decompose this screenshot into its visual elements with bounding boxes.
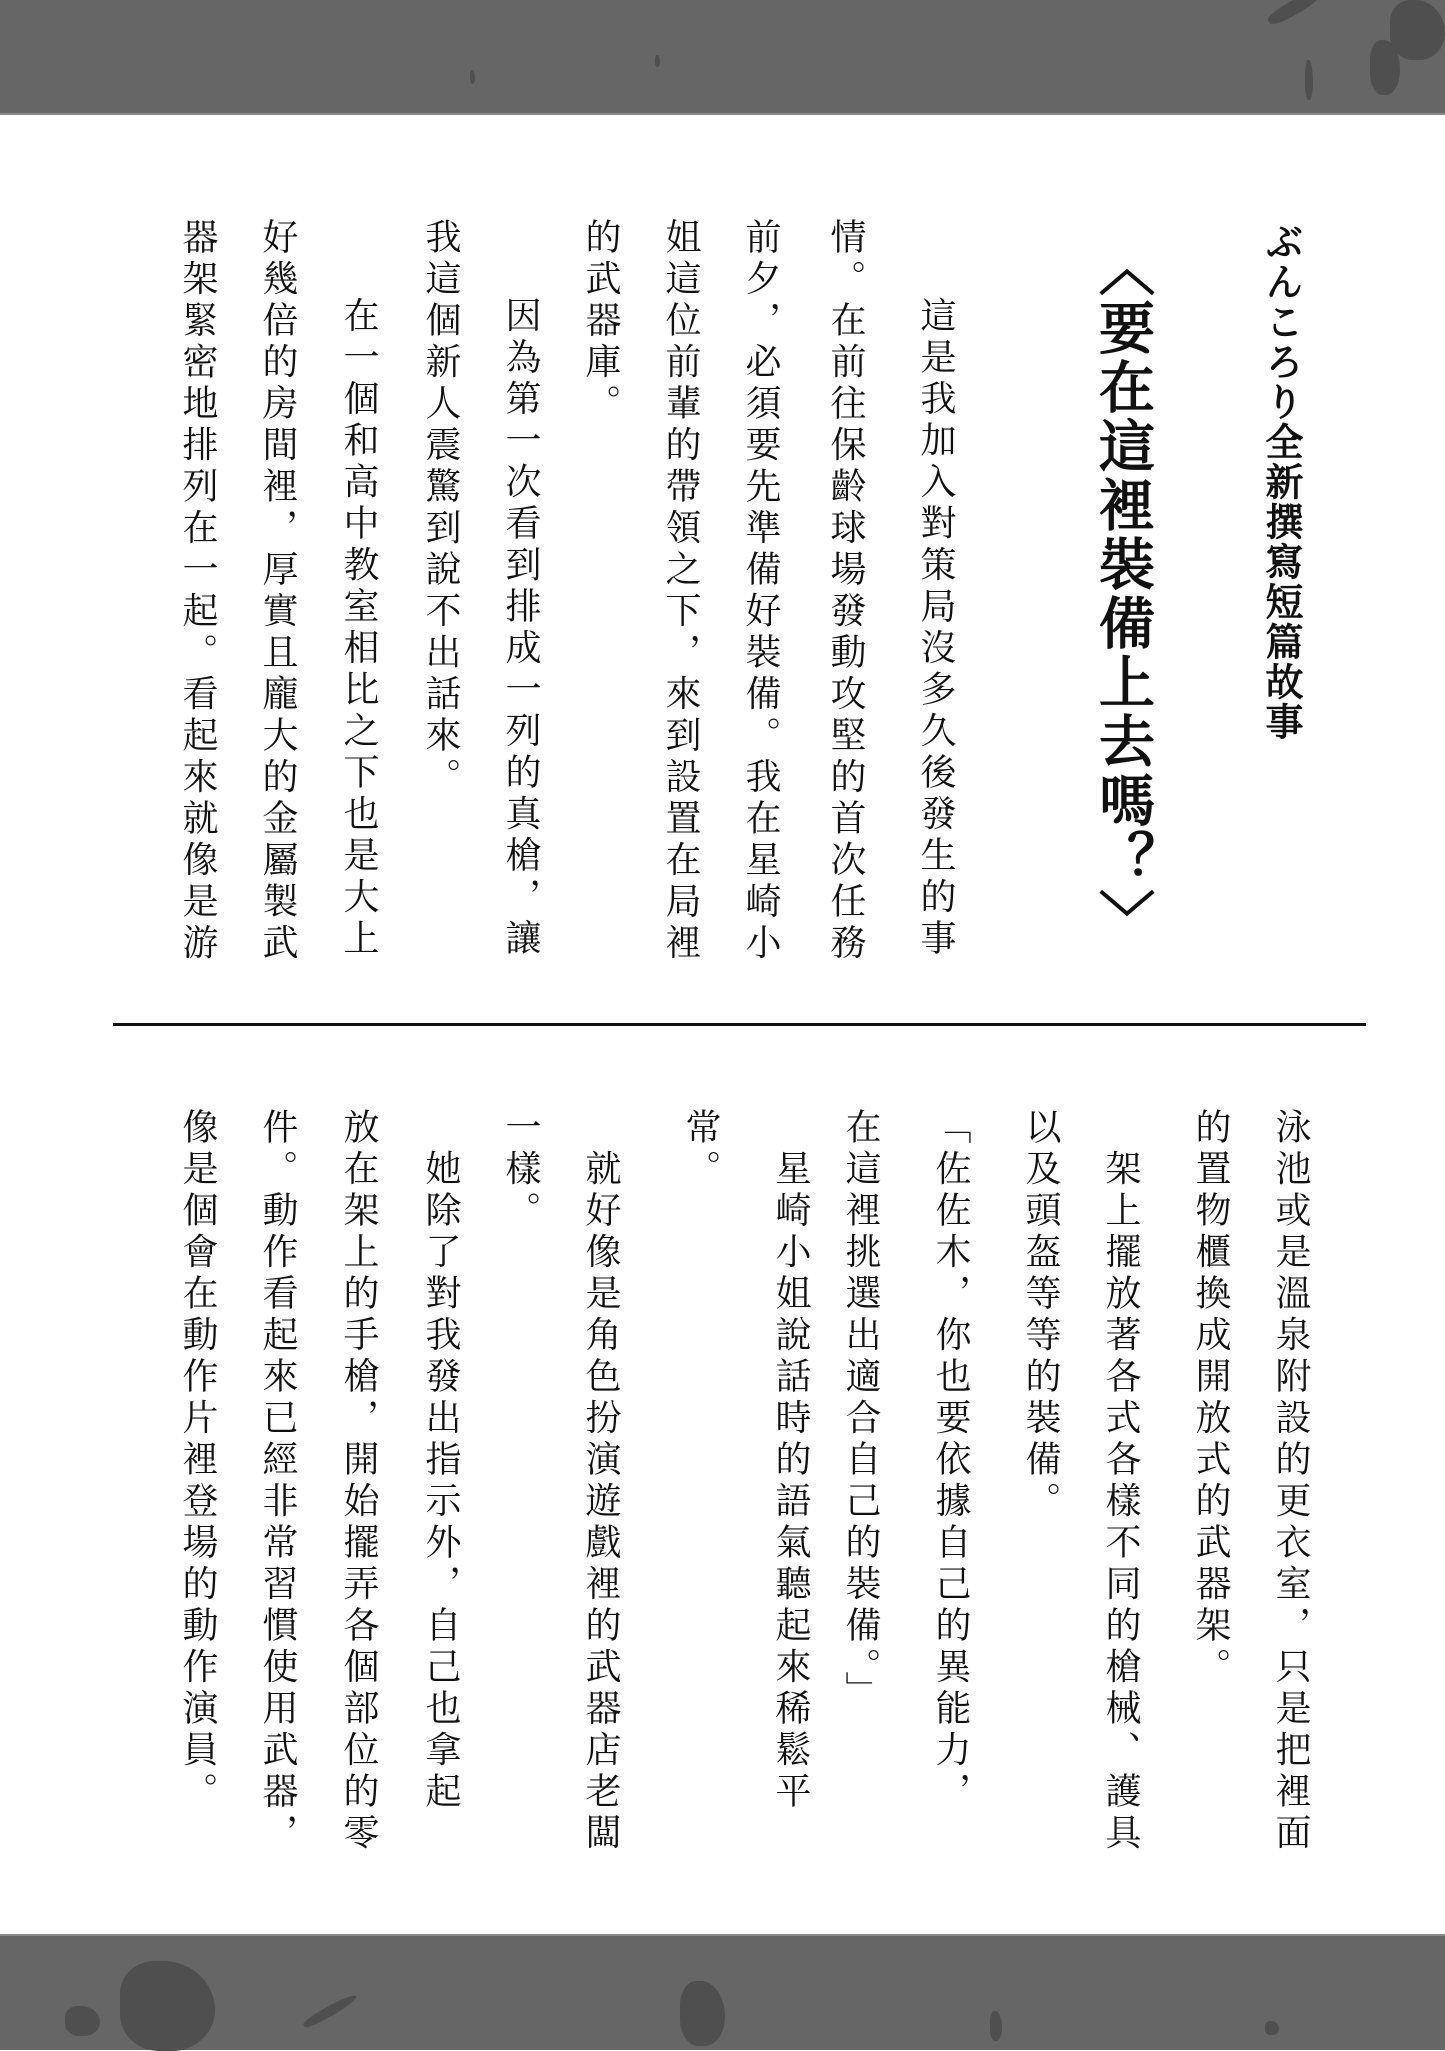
texture-speck (1265, 2021, 1279, 2035)
body-column: 放在架上的手槍，開始擺弄各個部位的零 (338, 1108, 379, 1855)
body-column: 泳池或是溫泉附設的更衣室，只是把裡面 (1270, 1108, 1311, 1855)
body-column: 星崎小姐說話時的語氣聽起來稀鬆平 (770, 1108, 811, 1814)
story-title: 〈要在這裡裝備上去嗎？〉 (1090, 240, 1155, 948)
texture-speck (65, 2006, 100, 2036)
body-column: 「佐佐木，你也要依據自己的異能力， (930, 1108, 971, 1814)
body-column: 件。動作看起來已經非常習慣使用武器， (257, 1108, 298, 1855)
body-column: 架上擺放著各式各樣不同的槍械、護具 (1100, 1108, 1141, 1855)
body-column: 像是個會在動作片裡登場的動作演員。 (177, 1108, 218, 1814)
body-column: 姐這位前輩的帶領之下，來到設置在局裡 (660, 218, 701, 965)
body-column: 因為第一次看到排成一列的真槍，讓 (500, 255, 541, 961)
texture-speck (1305, 60, 1313, 100)
body-column: 一樣。 (500, 1108, 541, 1233)
body-column: 的置物櫃換成開放式的武器架。 (1190, 1108, 1231, 1689)
footer-texture-band (0, 1934, 1445, 2050)
body-column: 的武器庫。 (580, 218, 621, 426)
section-divider (113, 1023, 1366, 1026)
body-column: 在一個和高中教室相比之下也是大上 (338, 255, 379, 961)
body-column: 情。在前往保齡球場發動攻堅的首次任務 (825, 218, 866, 965)
body-column: 以及頭盔等等的裝備。 (1020, 1108, 1061, 1523)
texture-speck (120, 1961, 215, 2051)
body-column: 器架緊密地排列在一起。看起來就像是游 (177, 218, 218, 965)
texture-speck (1390, 0, 1445, 60)
texture-speck (302, 1992, 359, 2031)
texture-speck (1266, 0, 1325, 28)
body-column: 這是我加入對策局沒多久後發生的事 (915, 255, 956, 961)
body-column: 就好像是角色扮演遊戲裡的武器店老闆 (580, 1108, 621, 1855)
body-column: 在這裡挑選出適合自己的裝備。」 (840, 1108, 881, 1713)
texture-speck (470, 70, 475, 84)
header-texture-band (0, 0, 1445, 115)
body-column: 前夕，必須要先準備好裝備。我在星崎小 (740, 218, 781, 965)
texture-speck (990, 2011, 1002, 2041)
texture-speck (655, 55, 660, 67)
body-column: 好幾倍的房間裡，厚實且龐大的金屬製武 (257, 218, 298, 965)
body-column: 常。 (680, 1108, 721, 1191)
body-column: 我這個新人震驚到說不出話來。 (420, 218, 461, 799)
body-column: 她除了對我發出指示外，自己也拿起 (420, 1108, 461, 1814)
series-title: ぶんころり全新撰寫短篇故事 (1259, 222, 1303, 742)
texture-speck (680, 1981, 725, 2046)
